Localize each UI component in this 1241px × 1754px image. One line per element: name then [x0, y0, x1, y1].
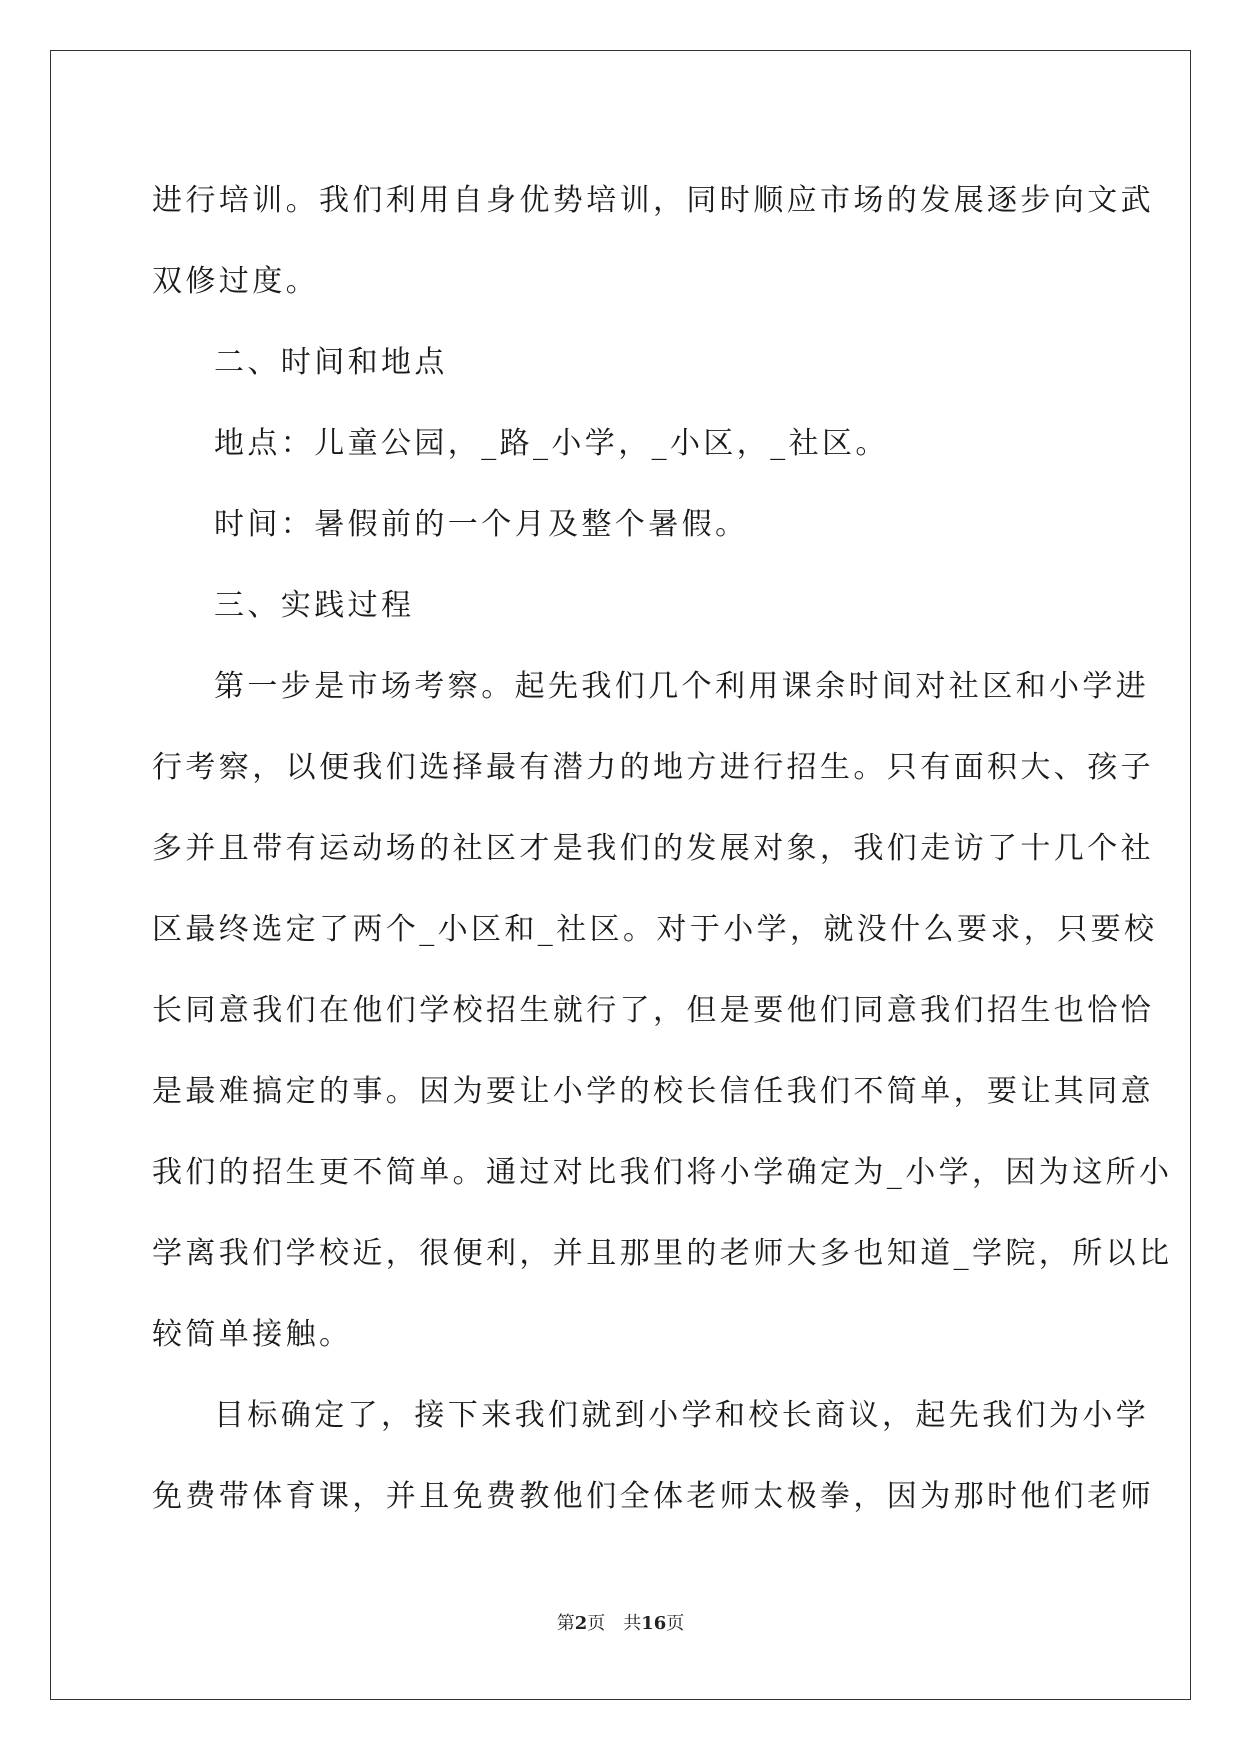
page-prefix: 第: [556, 1613, 575, 1634]
paragraph-line: 较简单接触。: [152, 1317, 353, 1352]
section-heading-practice: 三、实践过程: [214, 588, 415, 623]
page-number: 2: [574, 1613, 588, 1634]
paragraph-line: 是最难搞定的事。因为要让小学的校长信任我们不简单，要让其同意: [152, 1074, 1154, 1109]
paragraph-line: 长同意我们在他们学校招生就行了，但是要他们同意我们招生也恰恰: [152, 993, 1154, 1028]
paragraph-line: 多并且带有运动场的社区才是我们的发展对象，我们走访了十几个社: [152, 831, 1154, 866]
paragraph-line: 目标确定了，接下来我们就到小学和校长商议，起先我们为小学: [214, 1398, 1150, 1433]
total-pages: 16: [641, 1613, 667, 1634]
paragraph-line: 进行培训。我们利用自身优势培训，同时顺应市场的发展逐步向文武: [152, 183, 1154, 218]
paragraph-line: 区最终选定了两个_小区和_社区。对于小学，就没什么要求，只要校: [152, 912, 1158, 947]
page-suffix: 页: [587, 1613, 606, 1634]
paragraph-line: 第一步是市场考察。起先我们几个利用课余时间对社区和小学进: [214, 669, 1150, 704]
time-line: 时间：暑假前的一个月及整个暑假。: [214, 507, 749, 542]
paragraph-line: 免费带体育课，并且免费教他们全体老师太极拳，因为那时他们老师: [152, 1479, 1154, 1514]
document-body: [152, 160, 1173, 1537]
total-suffix: 页: [666, 1613, 685, 1634]
paragraph-line: 学离我们学校近，很便利，并且那里的老师大多也知道_学院，所以比: [152, 1236, 1173, 1271]
section-heading-time-place: 二、时间和地点: [214, 345, 448, 380]
paragraph-line: 我们的招生更不简单。通过对比我们将小学确定为_小学，因为这所小: [152, 1155, 1173, 1190]
paragraph-line: 双修过度。: [152, 264, 319, 299]
location-line: 地点：儿童公园，_路_小学，_小区，_社区。: [214, 426, 889, 461]
total-prefix: 共: [623, 1613, 642, 1634]
paragraph-line: 行考察，以便我们选择最有潜力的地方进行招生。只有面积大、孩子: [152, 750, 1154, 785]
page-footer: [0, 1612, 1241, 1636]
